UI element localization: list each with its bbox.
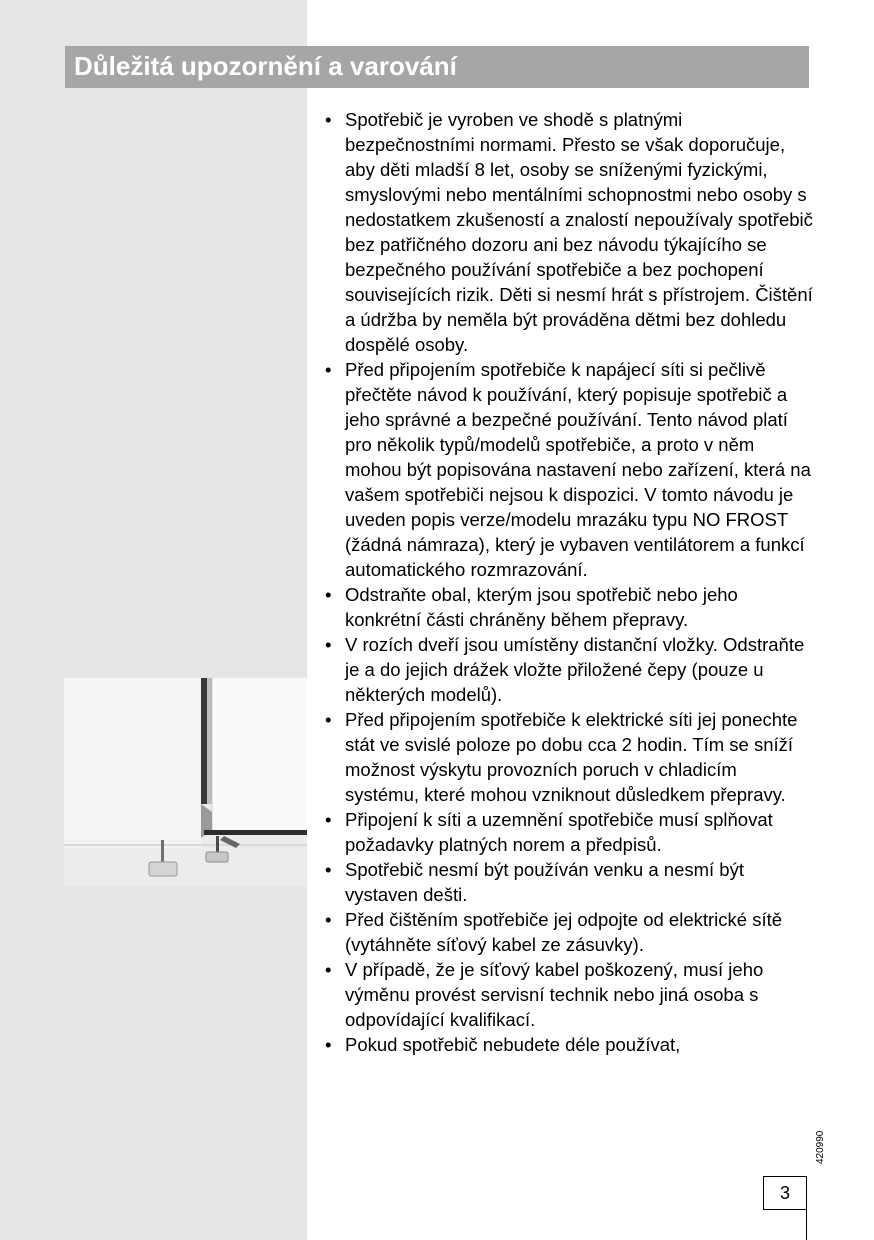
list-item	[325, 857, 815, 907]
page-number-rule	[806, 1210, 807, 1240]
bullet-marker: •	[325, 809, 332, 830]
list-item-text: Pokud spotřebič nebudete déle používat,	[345, 1034, 681, 1055]
bullet-marker: •	[325, 584, 332, 605]
list-item	[325, 1032, 815, 1057]
document-code: 420990	[815, 1130, 826, 1164]
page-number: 3	[763, 1176, 807, 1210]
list-item	[325, 357, 815, 582]
list-item-text: Před čištěním spotřebiče jej odpojte od elektrické sítě (vytáhněte síťový kabel ze zásuvky).	[345, 909, 783, 955]
list-item-text: V případě, že je síťový kabel poškozený, musí jeho výměnu provést servisní technik nebo jiná osoba s odpovídající kvalifikací.	[345, 959, 764, 1030]
list-item	[325, 957, 815, 1032]
list-item	[325, 632, 815, 707]
page-title: Důležitá upozornění a varování	[74, 51, 457, 81]
bullet-marker: •	[325, 859, 332, 880]
list-item	[325, 707, 815, 807]
bullet-marker: •	[325, 1034, 332, 1055]
list-item	[325, 807, 815, 857]
bullet-marker: •	[325, 709, 332, 730]
list-item-text: Spotřebič je vyroben ve shodě s platnými bezpečnostními normami. Přesto se však doporučuje, aby děti mladší 8 let, osoby se sníženými fyzickými, smyslovými nebo mentálními schopnostmi nebo osoby s nedostatkem zkušeností a znalostí nepoužívaly spotřebič bez patřičného dozoru ani bez návodu týkajícího se bezpečného používání spotřebiče a bez pochopení souvisejících rizik. Děti si nesmí hrát s přístrojem. Čištění a údržba by neměla být prováděna dětmi bez dohledu dospělé osoby.	[345, 109, 813, 355]
bullet-marker: •	[325, 634, 332, 655]
warnings-list	[325, 107, 815, 1057]
list-item	[325, 107, 815, 357]
section-heading-bar	[65, 46, 809, 88]
bullet-marker: •	[325, 909, 332, 930]
list-item	[325, 907, 815, 957]
list-item-text: V rozích dveří jsou umístěny distanční vložky. Odstraňte je a do jejich drážek vložte přiložené čepy (pouze u některých modelů).	[345, 634, 805, 705]
list-item-text: Připojení k síti a uzemnění spotřebiče musí splňovat požadavky platných norem a předpisů.	[345, 809, 773, 855]
list-item-text: Odstraňte obal, kterým jsou spotřebič nebo jeho konkrétní části chráněny během přepravy.	[345, 584, 738, 630]
list-item-text: Před připojením spotřebiče k napájecí síti si pečlivě přečtěte návod k používání, který popisuje spotřebič a jeho správné a bezpečné používání. Tento návod platí pro několik typů/modelů spotřebiče, a proto v něm mohou být popisována nastavení nebo zařízení, která na vašem spotřebiči nejsou k dispozici. V tomto návodu je uveden popis verze/modelu mrazáku typu NO FROST (žádná námraza), který je vybaven ventilátorem a funkcí automatického rozmrazování.	[345, 359, 811, 580]
bullet-marker: •	[325, 109, 332, 130]
list-item-text: Před připojením spotřebiče k elektrické síti jej ponechte stát ve svislé poloze po dobu cca 2 hodin. Tím se sníží možnost výskytu provozních poruch v chladicím systému, které mohou vzniknout důsledkem přepravy.	[345, 709, 798, 805]
appliance-foot-photo	[64, 678, 307, 886]
list-item-text: Spotřebič nesmí být používán venku a nesmí být vystaven dešti.	[345, 859, 744, 905]
bullet-marker: •	[325, 959, 332, 980]
left-margin-column	[0, 0, 307, 1240]
bullet-marker: •	[325, 359, 332, 380]
list-item	[325, 582, 815, 632]
appliance-corner-illustration	[64, 678, 307, 886]
